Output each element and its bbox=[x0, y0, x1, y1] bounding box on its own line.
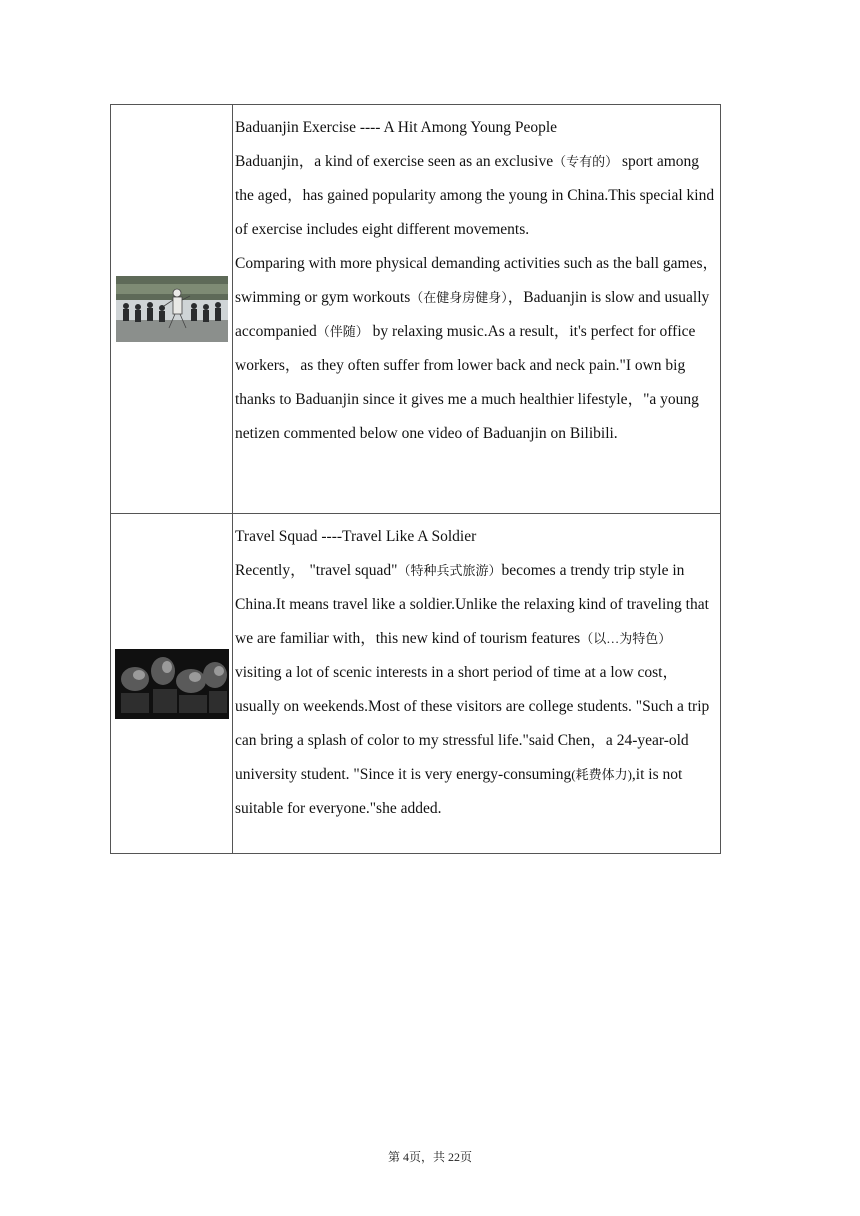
chinese-gloss: （伴随） bbox=[316, 324, 369, 339]
chinese-gloss: (耗费体力) bbox=[571, 767, 632, 782]
baduanjin-exercise-photo bbox=[116, 276, 228, 342]
image-cell bbox=[111, 514, 233, 854]
article-row-travel-squad bbox=[111, 514, 721, 854]
image-cell bbox=[111, 105, 233, 514]
article-paragraph bbox=[235, 145, 720, 247]
text-segment: sport among the aged，has gained popularity among the young in China.This special kind of exercise includes eight different movements. bbox=[235, 153, 715, 238]
chinese-gloss: （在健身房健身） bbox=[410, 290, 508, 305]
article-table bbox=[110, 104, 721, 854]
article-title: Travel Squad ----Travel Like A Soldier bbox=[235, 528, 477, 545]
chinese-gloss: （专有的） bbox=[553, 154, 619, 169]
article-paragraph bbox=[235, 247, 720, 451]
text-segment: visiting a lot of scenic interests in a short period of time at a low cost，usually on weekends.Most of these visitors are college students. "Such a trip can bring a splash of color to my stressful life."said Chen，a 24-year-old university student. "Since it is very energy-consuming bbox=[235, 664, 710, 783]
article-paragraph bbox=[235, 554, 720, 826]
article-text bbox=[233, 514, 721, 854]
article-text bbox=[233, 105, 721, 514]
article-title: Baduanjin Exercise ---- A Hit Among Young People bbox=[235, 119, 558, 136]
text-segment: becomes a trendy trip style in China.It means travel like a soldier.Unlike the relaxing kind of traveling that we are familiar with，this new kind of tourism features bbox=[235, 562, 709, 647]
article-row-baduanjin bbox=[111, 105, 721, 514]
travel-squad-photo bbox=[115, 649, 229, 719]
text-segment: Recently， "travel squad" bbox=[235, 562, 398, 579]
page-footer: 第 4页，共 22页 bbox=[387, 1150, 472, 1164]
text-segment: Baduanjin，a kind of exercise seen as an exclusive bbox=[235, 153, 554, 170]
text-segment: by relaxing music.As a result，it's perfect for office workers，as they often suffer from lower back and neck pain."I own big thanks to Baduanjin since it gives me a much healthier lifestyle，"a young netizen commented below one video of Baduanjin on Bilibili. bbox=[235, 323, 699, 442]
chinese-gloss: （特种兵式旅游） bbox=[397, 563, 502, 578]
text-segment: ，Baduanjin is slow and usually accompanied bbox=[235, 289, 710, 340]
chinese-gloss: （以…为特色） bbox=[580, 631, 672, 646]
text-segment: Comparing with more physical demanding activities such as the ball games，swimming or gym workouts bbox=[235, 255, 718, 306]
text-segment: ,it is not suitable for everyone."she added. bbox=[235, 766, 683, 817]
